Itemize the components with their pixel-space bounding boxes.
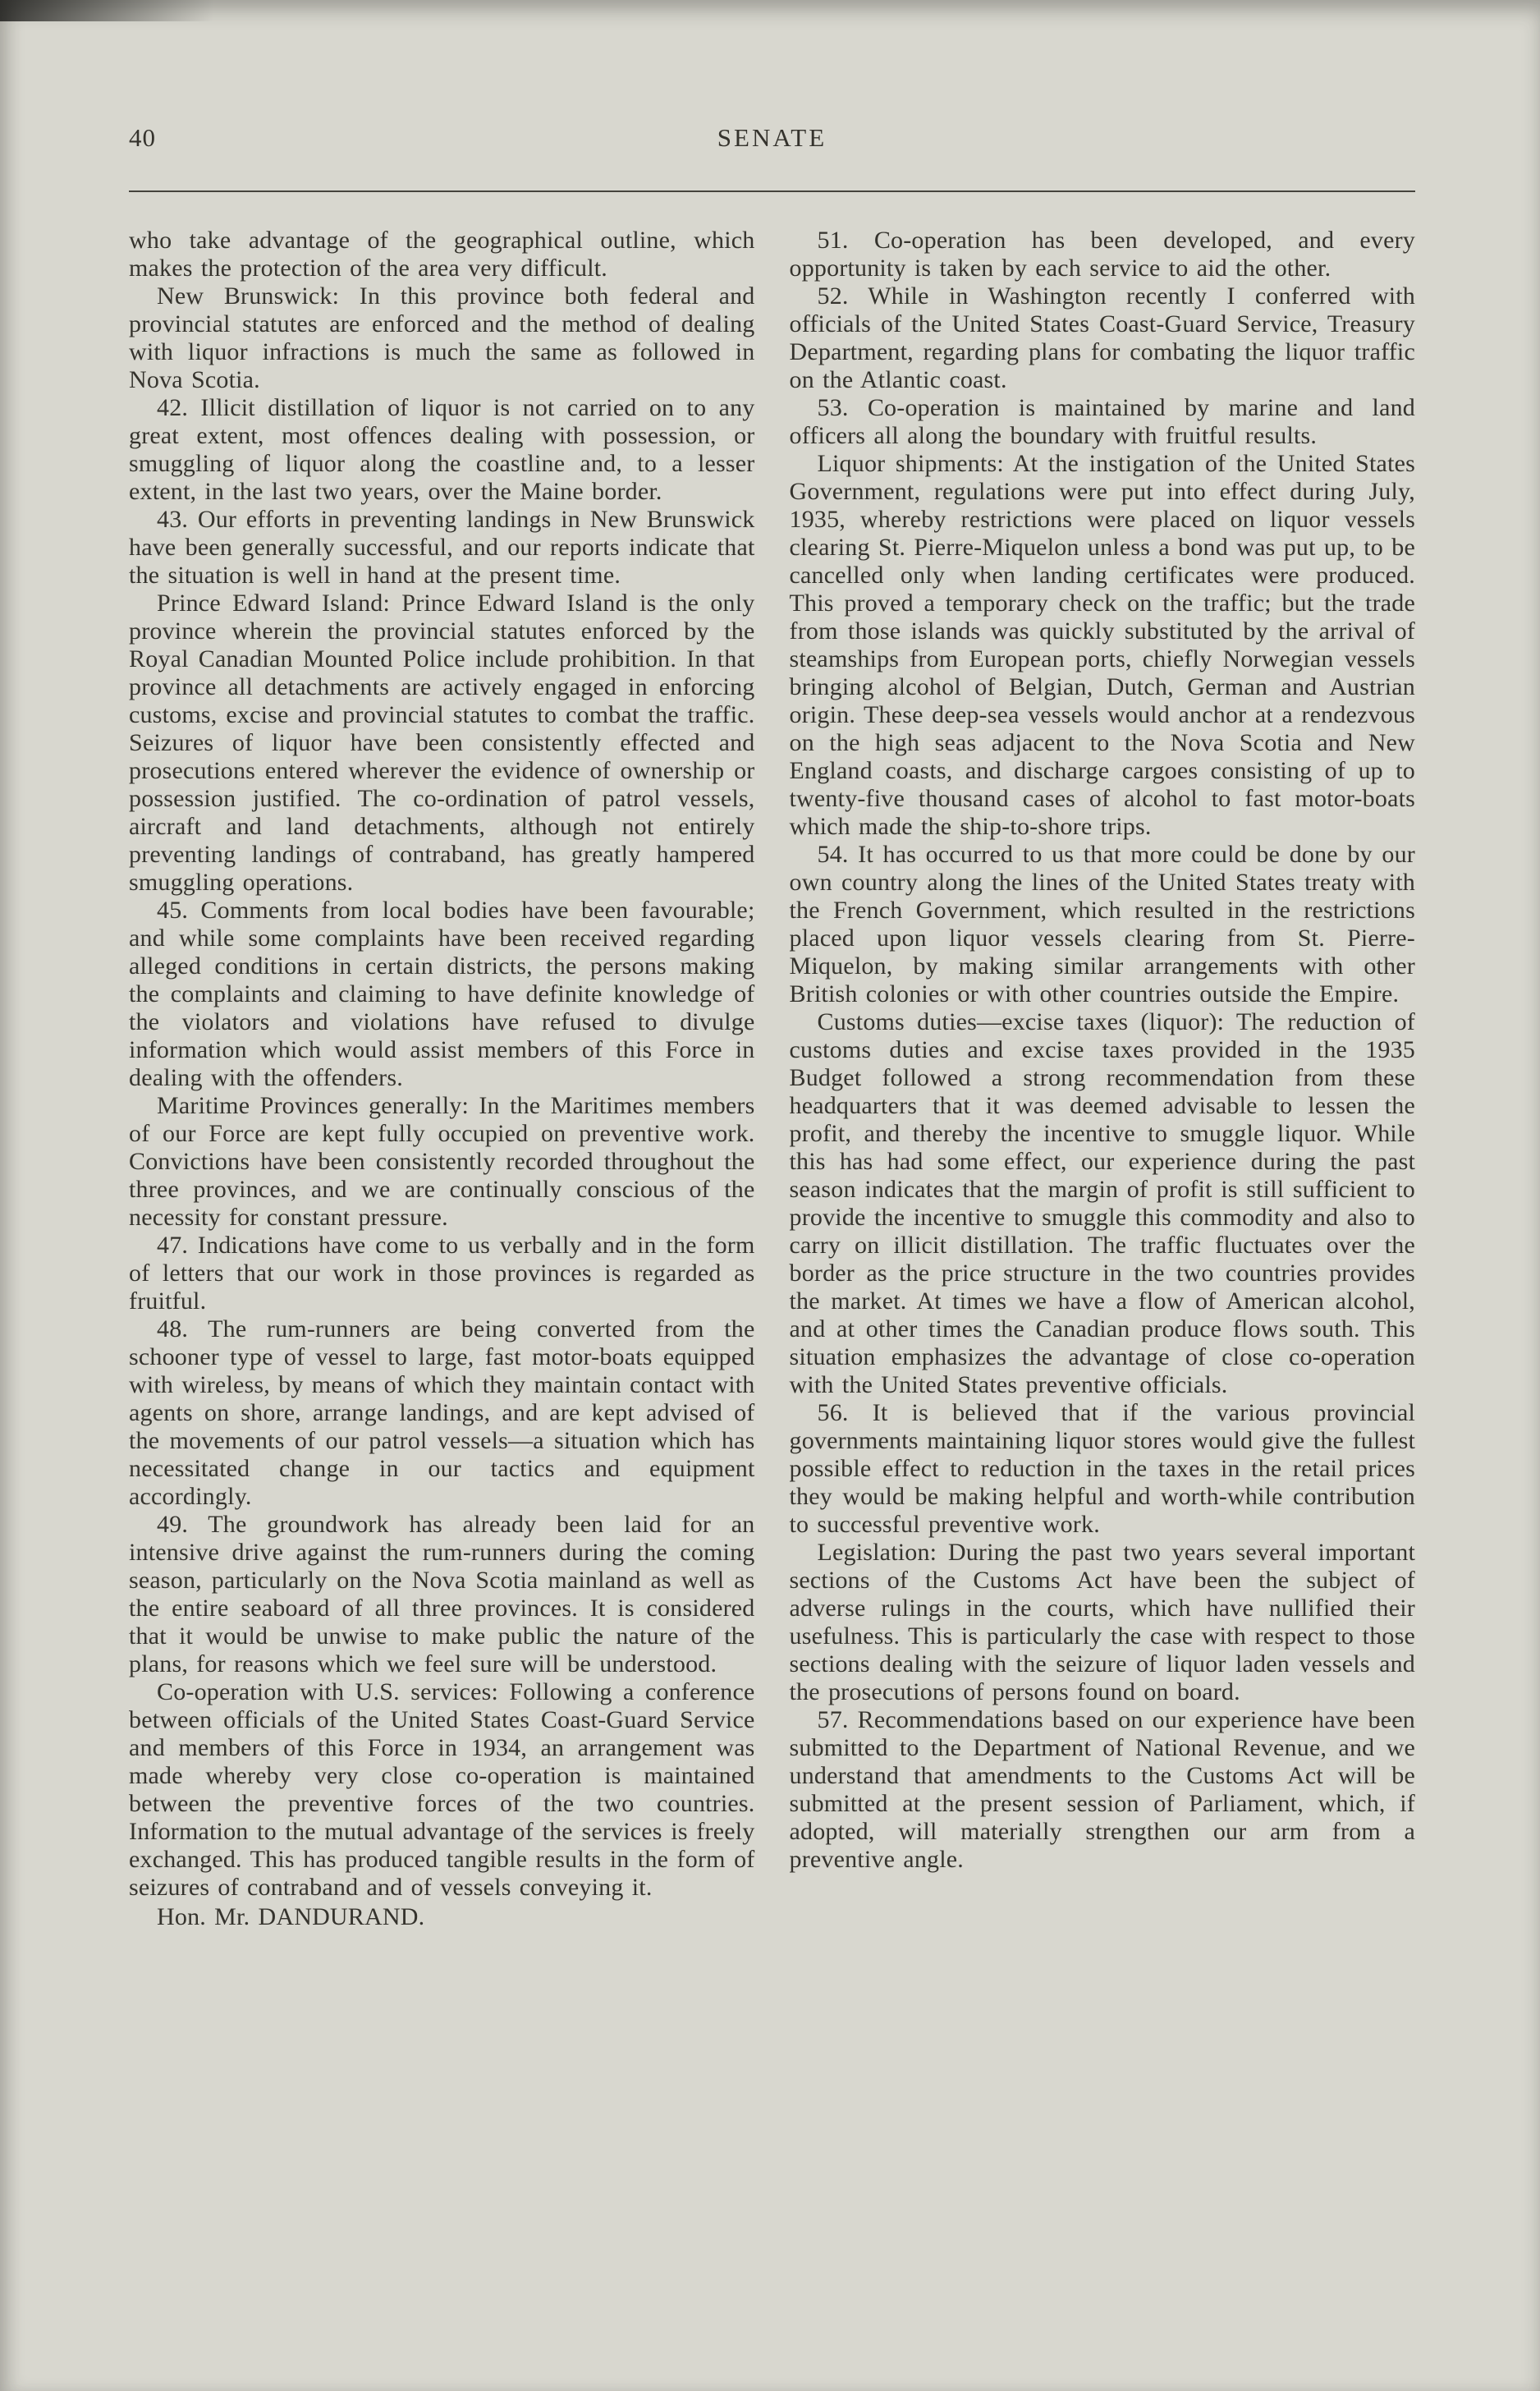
- paragraph: 45. Comments from local bodies have been favourable; and while some complaints have been received regarding alleged conditions in certain districts, the persons making the complaints and claiming to have definite knowledge of the violators and violations have refused to divulge information which would assist members of this Force in dealing with the offenders.: [129, 897, 755, 1091]
- paragraph: 49. The groundwork has already been laid for an intensive drive against the rum-runners during the coming season, particularly on the Nova Scotia mainland as well as the entire seaboard of all three provinces. It is considered that it would be unwise to make public the nature of the plans, for reasons which we feel sure will be understood.: [129, 1511, 755, 1677]
- running-title: SENATE: [717, 123, 827, 152]
- paragraph: Legislation: During the past two years several important sections of the Customs Act have been the subject of adverse rulings in the courts, which have nullified their usefulness. This is particularly the case with respect to those sections dealing with the seizure of liquor laden vessels and the prosecutions of persons found on board.: [789, 1539, 1415, 1705]
- paragraph: 52. While in Washington recently I conferred with officials of the United States Coast-Guard Service, Treasury Department, regarding plans for combating the liquor traffic on the Atlantic coast.: [789, 282, 1415, 393]
- left-column: [129, 227, 755, 1931]
- header-rule: [129, 190, 1415, 192]
- paragraph: 53. Co-operation is maintained by marine and land officers all along the boundary with fruitful results.: [789, 394, 1415, 449]
- paragraph: Customs duties—excise taxes (liquor): The reduction of customs duties and excise taxes provided in the 1935 Budget followed a strong recommendation from these headquarters that it was deemed advisable to lessen the profit, and thereby the incentive to smuggle liquor. While this has had some effect, our experience during the past season indicates that the margin of profit is still sufficient to provide the incentive to smuggle this commodity and also to carry on illicit distillation. The traffic fluctuates over the border as the price structure in the two countries provides the market. At times we have a flow of American alcohol, and at other times the Canadian produce flows south. This situation emphasizes the advantage of close co-operation with the United States preventive officials.: [789, 1008, 1415, 1398]
- paragraph: 47. Indications have come to us verbally and in the form of letters that our work in those provinces is regarded as fruitful.: [129, 1232, 755, 1315]
- paragraph: 56. It is believed that if the various provincial governments maintaining liquor stores would give the fullest possible effect to reduction in the taxes in the retail prices they would be making helpful and worth-while contribution to successful preventive work.: [789, 1399, 1415, 1538]
- paragraph: who take advantage of the geographical outline, which makes the protection of the area very difficult.: [129, 227, 755, 282]
- paragraph: Prince Edward Island: Prince Edward Island is the only province wherein the provincial statutes enforced by the Royal Canadian Mounted Police include prohibition. In that province all detachments are actively engaged in enforcing customs, excise and provincial statutes to combat the traffic. Seizures of liquor have been consistently effected and prosecutions entered wherever the evidence of ownership or possession justified. The co-ordination of patrol vessels, aircraft and land detachments, although not entirely preventing landings of contraband, has greatly hampered smuggling operations.: [129, 590, 755, 896]
- paragraph: New Brunswick: In this province both federal and provincial statutes are enforced and the method of dealing with liquor infractions is much the same as followed in Nova Scotia.: [129, 282, 755, 393]
- paragraph: 57. Recommendations based on our experience have been submitted to the Department of National Revenue, and we understand that amendments to the Customs Act will be submitted at the present session of Parliament, which, if adopted, will materially strengthen our arm from a preventive angle.: [789, 1706, 1415, 1873]
- paragraph: Maritime Provinces generally: In the Maritimes members of our Force are kept fully occupied on preventive work. Convictions have been consistently recorded throughout the three provinces, and we are continually conscious of the necessity for constant pressure.: [129, 1092, 755, 1231]
- page-number: 40: [129, 123, 156, 152]
- text-columns: [129, 227, 1415, 1931]
- paragraph: 48. The rum-runners are being converted from the schooner type of vessel to large, fast motor-boats equipped with wireless, by means of which they maintain contact with agents on shore, arrange landings, and are kept advised of the movements of our patrol vessels—a situation which has necessitated change in our tactics and equipment accordingly.: [129, 1315, 755, 1510]
- page-header: [129, 123, 1415, 156]
- paragraph: 54. It has occurred to us that more could be done by our own country along the lines of the United States treaty with the French Government, which resulted in the restrictions placed upon liquor vessels clearing from St. Pierre-Miquelon, by making similar arrangements with other British colonies or with other countries outside the Empire.: [789, 841, 1415, 1007]
- paragraph: 42. Illicit distillation of liquor is not carried on to any great extent, most offences dealing with possession, or smuggling of liquor along the coastline and, to a lesser extent, in the last two years, over the Maine border.: [129, 394, 755, 505]
- speaker-line: Hon. Mr. DANDURAND.: [157, 1903, 425, 1930]
- paragraph: 43. Our efforts in preventing landings in New Brunswick have been generally successful, and our reports indicate that the situation is well in hand at the present time.: [129, 506, 755, 589]
- right-column: [790, 227, 1416, 1931]
- paragraph: Liquor shipments: At the instigation of the United States Government, regulations were put into effect during July, 1935, whereby restrictions were placed on liquor vessels clearing St. Pierre-Miquelon unless a bond was put up, to be cancelled only when landing certificates were produced. This proved a temporary check on the traffic; but the trade from those islands was quickly substituted by the arrival of steamships from European ports, chiefly Norwegian vessels bringing alcohol of Belgian, Dutch, German and Austrian origin. These deep-sea vessels would anchor at a rendezvous on the high seas adjacent to the Nova Scotia and New England coasts, and discharge cargoes consisting of up to twenty-five thousand cases of alcohol to fast motor-boats which made the ship-to-shore trips.: [789, 450, 1415, 840]
- paragraph: Co-operation with U.S. services: Following a conference between officials of the United States Coast-Guard Service and members of this Force in 1934, an arrangement was made whereby very close co-operation is maintained between the preventive forces of the two countries. Information to the mutual advantage of the services is freely exchanged. This has produced tangible results in the form of seizures of contraband and of vessels conveying it.: [129, 1678, 755, 1901]
- paragraph: 51. Co-operation has been developed, and every opportunity is taken by each service to aid the other.: [789, 227, 1415, 282]
